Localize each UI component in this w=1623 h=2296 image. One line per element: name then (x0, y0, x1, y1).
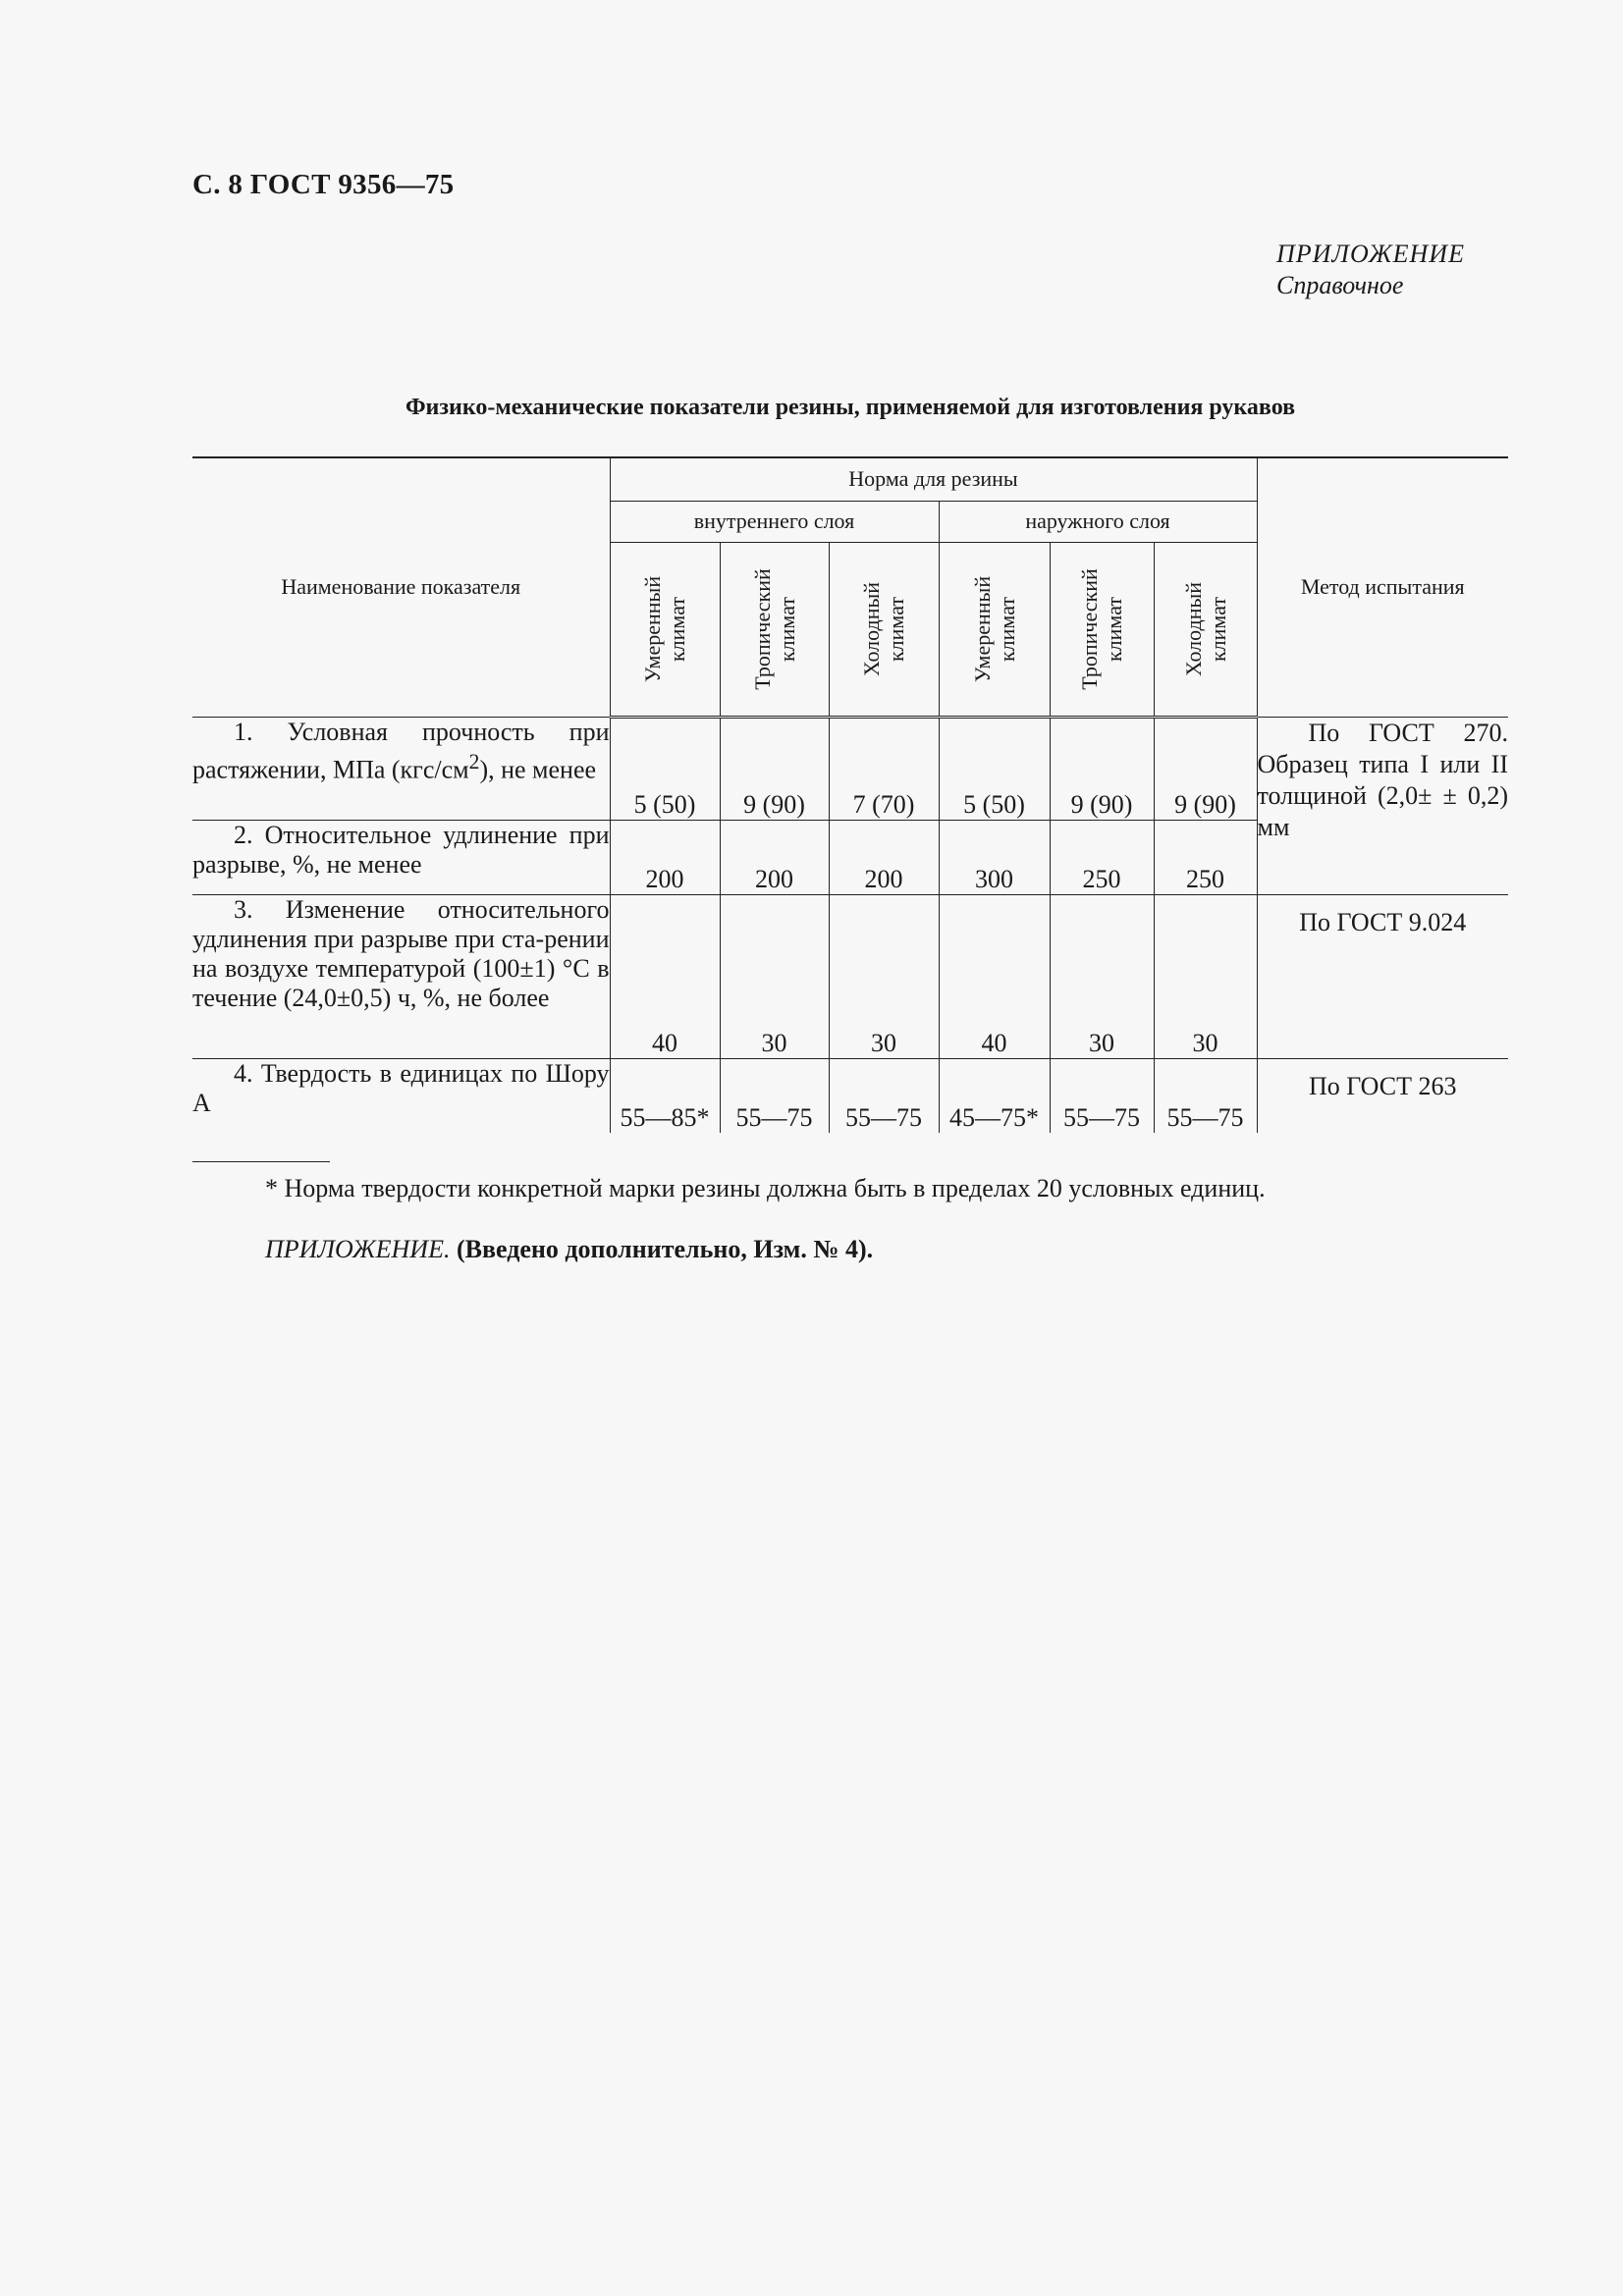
row-name: 4. Твердость в единицах по Шору А (192, 1058, 610, 1133)
footnote: * Норма твердости конкретной марки резины должна быть в пределах 20 условных единиц. (265, 1174, 1266, 1202)
table-row (192, 894, 1508, 1058)
value-cell: 300 (939, 820, 1050, 894)
header-climate: Умеренный климат (939, 542, 1050, 717)
properties-table (192, 456, 1508, 1133)
table-title: Физико-механические показатели резины, применяемой для изготовления рукавов (405, 395, 1296, 420)
header-method: Метод испытания (1257, 457, 1508, 717)
value-cell: 45—75* (939, 1058, 1050, 1133)
appendix-label: ПРИЛОЖЕНИЕ (1276, 240, 1465, 268)
row-name: 2. Относительное удлинение при разрыве, %, не менее (192, 820, 610, 894)
value-cell: 55—75 (829, 1058, 939, 1133)
appendix-label-block (1276, 239, 1465, 301)
value-cell: 200 (720, 820, 829, 894)
value-cell: 40 (610, 894, 720, 1058)
value-cell: 30 (1154, 894, 1257, 1058)
method-cell: По ГОСТ 9.024 (1257, 894, 1508, 1058)
header-climate: Холодный климат (1154, 542, 1257, 717)
footnote-divider (192, 1161, 330, 1162)
value-cell: 55—85* (610, 1058, 720, 1133)
value-cell: 55—75 (1050, 1058, 1154, 1133)
header-name: Наименование показателя (192, 457, 610, 717)
value-cell: 9 (90) (1050, 717, 1154, 820)
header-climate: Умеренный климат (610, 542, 720, 717)
appendix-sub: Справочное (1276, 271, 1404, 299)
row-name: 3. Изменение относительного удлинения при разрыве при ста-рении на воздухе температурой (100±1) °С в течение (24,0±0,5) ч, %, не более (192, 894, 610, 1058)
value-cell: 7 (70) (829, 717, 939, 820)
value-cell: 5 (50) (939, 717, 1050, 820)
value-cell: 30 (829, 894, 939, 1058)
value-cell: 55—75 (1154, 1058, 1257, 1133)
value-cell: 30 (720, 894, 829, 1058)
value-cell: 40 (939, 894, 1050, 1058)
header-inner-layer: внутреннего слоя (610, 501, 939, 542)
value-cell: 9 (90) (720, 717, 829, 820)
value-cell: 250 (1154, 820, 1257, 894)
page-header: С. 8 ГОСТ 9356—75 (192, 169, 455, 200)
amendment-note-text: (Введено дополнительно, Изм. № 4). (456, 1235, 874, 1263)
amendment-note-label: ПРИЛОЖЕНИЕ. (265, 1235, 451, 1263)
header-norm: Норма для резины (610, 457, 1257, 501)
amendment-note (265, 1235, 873, 1264)
value-cell: 250 (1050, 820, 1154, 894)
table-row (192, 717, 1508, 820)
value-cell: 200 (610, 820, 720, 894)
header-climate: Холодный климат (829, 542, 939, 717)
value-cell: 30 (1050, 894, 1154, 1058)
value-cell: 9 (90) (1154, 717, 1257, 820)
row-name: 1. Условная прочность при растяжении, МПа $(кгс/см^2)$, не менее (192, 717, 610, 820)
method-cell: По ГОСТ 270. Образец типа I или II толщиной (2,0± ± 0,2) мм (1257, 717, 1508, 894)
value-cell: 55—75 (720, 1058, 829, 1133)
header-climate: Тропический климат (1050, 542, 1154, 717)
value-cell: 200 (829, 820, 939, 894)
method-cell: По ГОСТ 263 (1309, 1071, 1457, 1100)
header-outer-layer: наружного слоя (939, 501, 1257, 542)
table-row (192, 1058, 1508, 1133)
value-cell: 5 (50) (610, 717, 720, 820)
header-climate: Тропический климат (720, 542, 829, 717)
